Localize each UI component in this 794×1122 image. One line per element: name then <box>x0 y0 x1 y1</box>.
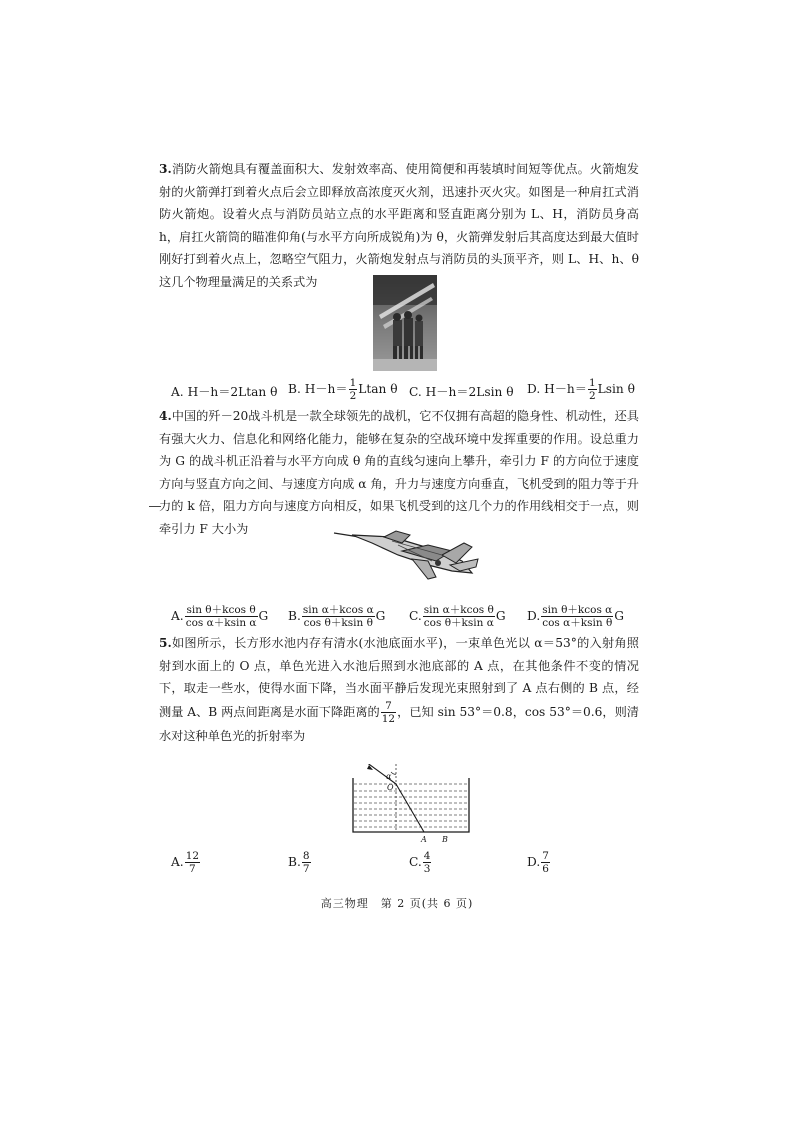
option-5a[interactable]: A. $\frac{12}{7}$ <box>171 850 200 875</box>
fraction: $\frac{4}{3}$ <box>423 850 431 875</box>
fraction: $\frac{1}{2}$ <box>588 377 596 402</box>
question-4 <box>159 405 639 540</box>
fraction: $\frac{\text{sin α＋kcos α}}{\text{cos θ＋ksin θ}}$ <box>302 604 374 629</box>
question-5-text-b: ，已知 sin 53°＝0.8，cos 53°＝0.6，则清水对这种单色光的折射率为 <box>159 704 639 743</box>
alpha-label: α <box>386 772 392 781</box>
option-3b[interactable]: B. H－h＝ $\frac{1}{2}$ Ltan θ <box>288 377 398 402</box>
question-5 <box>159 632 639 747</box>
option-5b[interactable]: B. $\frac{8}{7}$ <box>288 850 310 875</box>
option-3c[interactable]: C. H－h＝2Lsin θ <box>409 385 514 399</box>
option-4c[interactable]: C. $\frac{\text{sin α＋kcos θ}}{\text{cos θ＋ksin α}}$ G <box>409 604 506 629</box>
question-3-text: 消防火箭炮具有覆盖面积大、发射效率高、使用简便和再装填时间短等优点。火箭炮发射的火箭弹打到着火点后会立即释放高浓度灭火剂，迅速扑灭火灾。如图是一种肩扛式消防火箭炮。设着火点与消防员站立点的水平距离和竖直距离分别为 L、H，消防员身高 h，肩扛火箭筒的瞄准仰角(与水平方向所成锐角)为 θ，火箭弹发射后其高度达到最大值时刚好打到着火点上，忽略空气阻力，火箭炮发射点与消防员的头顶平齐，则 L、H、h、θ 这几个物理量满足的关系式为 <box>159 162 639 289</box>
point-a-label: A <box>421 835 427 844</box>
fraction: $\frac{12}{7}$ <box>185 850 200 875</box>
point-b-label: B <box>442 835 448 844</box>
question-5-text-a: 如图所示，长方形水池内存有清水(水池底面水平)，一束单色光以 α＝53°的入射角照射到水面上的 O 点，单色光进入水池后照到水池底部的 A 点，在其他条件不变的情况下，取走一些水，使得水面下降，当水面平静后发现光束照射到了 A 点右侧的 B 点，经测量 A、B 两点间距离是水面下降距离的 <box>159 636 639 719</box>
option-3a[interactable]: A. H－h＝2Ltan θ <box>171 385 278 399</box>
option-4b[interactable]: B. $\frac{\text{sin α＋kcos α}}{\text{cos θ＋ksin θ}}$ G <box>288 604 386 629</box>
fighter-jet-figure <box>332 521 480 583</box>
option-4a[interactable]: A. $\frac{\text{sin θ＋kcos θ}}{\text{cos α＋ksin α}}$ G <box>171 604 269 629</box>
fraction: $\frac{\text{sin θ＋kcos α}}{\text{cos α＋ksin θ}}$ <box>542 604 613 629</box>
water-pool-diagram <box>343 764 478 846</box>
question-3-number: 3. <box>159 162 172 176</box>
question-4-text: 中国的歼－20战斗机是一款全球领先的战机，它不仅拥有高超的隐身性、机动性，还具有强大火力、信息化和网络化能力，能够在复杂的空战环境中发挥重要的作用。设总重力为 G 的战斗机正沿着与水平方向成 θ 角的直线匀速向上攀升，牵引力 F 的方向位于速度方向与竖直方向之间、与速度方向成 α 角，升力与速度方向垂直，飞机受到的阻力等于升力的 k 倍，阻力方向与速度方向相反，如果飞机受到的这几个力的作用线相交于一点，则牵引力 F 大小为 <box>159 409 639 536</box>
fraction: $\frac{\text{sin α＋kcos θ}}{\text{cos θ＋ksin α}}$ <box>423 604 494 629</box>
firefighter-photo <box>373 275 437 371</box>
point-o-label: O <box>387 783 394 792</box>
page-footer: 高三物理 第 2 页(共 6 页) <box>320 897 474 910</box>
option-3d[interactable]: D. H－h＝ $\frac{1}{2}$ Lsin θ <box>527 377 635 402</box>
question-4-number: 4. <box>159 409 172 423</box>
fraction: $\frac{1}{2}$ <box>349 377 357 402</box>
fraction: $\frac{7}{12}$ <box>381 699 396 725</box>
option-4d[interactable]: D. $\frac{\text{sin θ＋kcos α}}{\text{cos α＋ksin θ}}$ G <box>527 604 625 629</box>
margin-mark <box>149 506 161 507</box>
option-5d[interactable]: D. $\frac{7}{6}$ <box>527 850 549 875</box>
option-5c[interactable]: C. $\frac{4}{3}$ <box>409 850 431 875</box>
fraction: $\frac{8}{7}$ <box>302 850 310 875</box>
question-3 <box>159 158 639 293</box>
fraction: $\frac{\text{sin θ＋kcos θ}}{\text{cos α＋ksin α}}$ <box>185 604 257 629</box>
fraction: $\frac{7}{6}$ <box>542 850 549 875</box>
question-5-number: 5. <box>159 636 172 650</box>
